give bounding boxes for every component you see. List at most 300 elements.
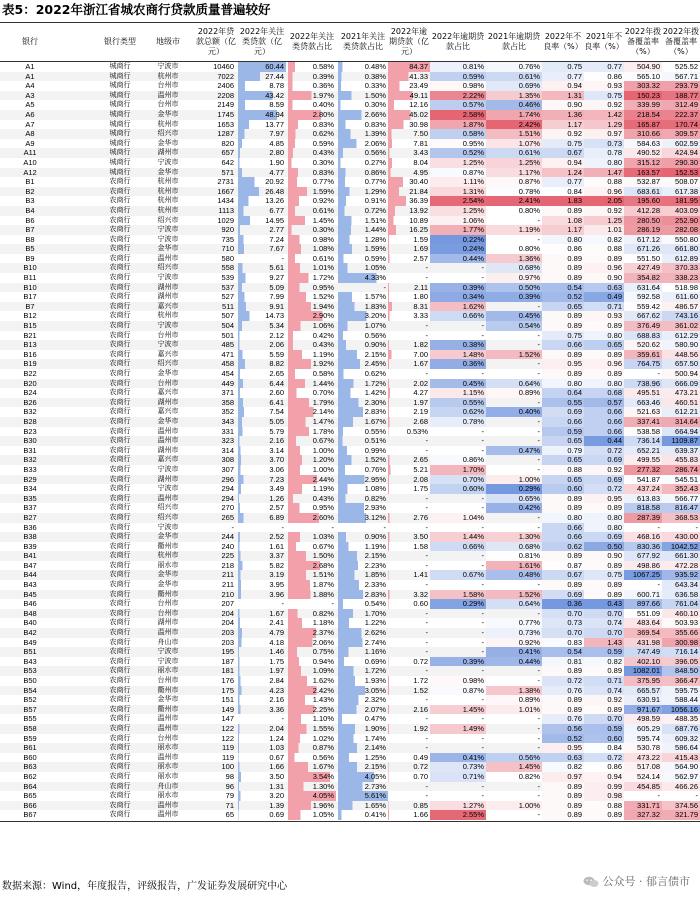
table-cell: 122 [221,733,234,743]
table-cell: - [537,723,540,733]
table-cell: 1.67 [388,359,430,369]
table-cell: 5.21 [388,465,430,475]
table-cell: 0.86 [542,244,584,254]
table-cell: B20 [23,378,37,388]
table-cell: 城商行 [109,138,131,147]
table-cell: 1.74% [486,110,542,120]
table-cell: 1109.87 [662,436,700,446]
table-cell: 369.54 [624,628,662,638]
table-cell: 台州市 [157,599,179,608]
table-cell: 0.95% [288,503,336,513]
table-row [0,743,700,753]
table-cell: 0.61% [288,206,336,216]
table-cell: 0.42% [288,331,336,341]
table-cell: 820 [221,138,234,148]
table-cell: 612.29 [662,331,700,341]
table-cell: A6 [25,109,35,119]
table-cell: 588.44 [662,695,700,705]
table-cell: 农商行 [109,752,131,761]
table-cell: 农商行 [109,723,131,732]
table-cell: 台州市 [157,608,179,617]
table-cell: 195.60 [624,196,662,206]
table-cell: 743.16 [662,311,700,321]
table-cell: 1.19% [288,484,336,494]
table-cell: 0.89 [584,590,624,600]
table-cell: 农商行 [109,397,131,406]
table-cell: 0.80 [542,513,584,523]
table-cell: 1.50% [288,551,336,561]
table-cell: 1.31 [542,91,584,101]
table-cell: 0.66 [584,417,624,427]
table-cell: 0.89% [486,695,542,705]
table-cell: 0.73 [584,139,624,149]
table-cell: 0.30% [288,225,336,235]
table-cell: 2.73% [338,782,388,792]
table-cell: 100 [221,762,234,772]
table-cell: 2.90% [288,311,336,321]
table-cell: 2.57 [238,503,286,513]
table-cell: 农商行 [109,445,131,454]
table-cell: 580.90 [662,340,700,350]
table-row [0,81,700,91]
table-cell: 431.98 [624,638,662,648]
table-cell: 48.94 [238,110,286,120]
table-cell: 3.50 [388,532,430,542]
table-cell: 2.07% [338,705,388,715]
table-cell: 湖州市 [157,445,179,454]
table-cell: 0.72 [388,657,430,667]
table-cell: - [537,743,540,753]
table-cell: 湖州市 [157,474,179,483]
table-cell: 2.84 [238,676,286,686]
table-cell: 605.29 [624,724,662,734]
table-cell: 台州市 [157,100,179,109]
table-cell: 460.10 [662,609,700,619]
table-cell: 农商行 [109,676,131,684]
table-cell: 1.01% [288,263,336,273]
table-cell: 0.43% [288,340,336,350]
table-cell: 0.51% [338,436,388,446]
table-cell: 6.41 [238,398,286,408]
table-row [0,590,700,600]
table-cell: B65 [23,791,37,801]
table-cell: 1.46 [238,647,286,657]
table-cell: 宁波市 [157,464,179,473]
table-cell: A9 [25,138,35,148]
table-cell: B32 [23,455,37,465]
table-cell: 0.50% [486,283,542,293]
table-cell: 3.05% [338,686,388,696]
table-cell: 520.62 [624,340,662,350]
table-cell: 农商行 [109,186,131,195]
table-row [0,244,700,254]
table-cell: 0.56% [288,753,336,763]
table-cell: 454 [221,369,234,378]
table-cell: 1.83 [542,196,584,206]
table-cell: 嘉兴市 [157,388,179,397]
table-cell: 农商行 [109,800,131,809]
table-cell: - [537,301,540,311]
table-cell: 1.52% [486,590,542,600]
table-cell: 0.59% [288,139,336,149]
table-cell: 521.63 [624,407,662,417]
table-cell: B39 [23,541,37,551]
table-cell: - [425,551,428,561]
table-cell: 0.30% [338,100,388,110]
table-cell: 448.56 [662,350,700,360]
table-cell: 498.59 [624,714,662,724]
table-cell: 181.95 [662,196,700,206]
table-cell: 0.48% [486,570,542,580]
column-header-12: 2021年不良率（%） [584,32,624,51]
table-cell: 0.61% [486,72,542,82]
table-cell: 1042.52 [662,542,700,552]
table-cell: 1.61 [238,542,286,552]
table-cell: 1.58 [388,542,430,552]
table-cell: 农商行 [109,695,131,704]
table-row [0,695,700,705]
table-cell: 764.75 [624,359,662,369]
table-cell: 0.61% [486,148,542,158]
table-cell: 杭州市 [157,311,179,320]
table-cell: 337.41 [624,417,662,427]
table-cell: 816.47 [662,503,700,513]
table-cell: 0.89 [584,503,624,513]
table-cell: 310.66 [624,129,662,139]
table-cell: 2.12 [238,331,286,341]
table-cell: 0.42% [486,503,542,513]
table-cell: 0.60 [542,484,584,494]
table-cell: 0.96 [584,359,624,369]
table-cell: 368.53 [662,513,700,523]
table-cell: 3.20 [238,791,286,801]
table-cell: B13 [23,340,37,350]
table-cell: 657 [221,148,234,158]
table-cell: 温州市 [157,723,179,732]
table-row [0,379,700,389]
table-cell: 1.85% [338,570,388,580]
table-cell: - [425,273,428,283]
table-cell: 0.45% [430,379,486,389]
table-cell: 杭州市 [157,186,179,195]
table-cell: 6.44 [238,379,286,389]
table-cell: 0.81 [542,657,584,667]
table-cell: 绍兴市 [157,503,179,512]
table-cell: 4.18 [238,638,286,648]
table-cell: 1.67% [338,417,388,427]
table-cell: 0.67 [542,570,584,580]
table-row [0,168,700,178]
table-cell: 0.66 [584,407,624,417]
table-cell: 203 [221,637,234,647]
table-cell: 0.56% [486,753,542,763]
table-cell: 湖州市 [157,148,179,157]
table-cell: 1.30% [486,532,542,542]
table-cell: - [481,436,484,446]
table-cell: 1.62% [430,302,486,312]
table-cell: 2.15% [338,762,388,772]
table-cell: 农商行 [109,407,131,416]
table-cell: 1.62% [288,676,336,686]
table-cell: - [425,560,428,570]
table-cell: 2.68 [388,417,430,427]
table-cell: 2149 [217,100,234,110]
table-cell: 1.03% [288,532,336,542]
table-cell: 0.75% [288,647,336,657]
table-cell: 5.61 [238,263,286,273]
table-cell: B44 [23,570,37,580]
table-cell: 1.00% [288,446,336,456]
table-cell: - [537,340,540,350]
table-cell: B58 [23,723,37,733]
table-cell: 1.51% [486,129,542,139]
table-cell: 2.23% [338,561,388,571]
table-cell: 565.10 [624,72,662,82]
table-cell: B27 [23,512,37,522]
table-cell: 0.36% [288,81,336,91]
table-cell: 84.37 [388,62,430,72]
table-cell: - [537,733,540,743]
table-cell: 559.42 [624,302,662,312]
table-cell: 0.89 [542,801,584,811]
table-cell: 312.49 [662,100,700,110]
table-cell: 507 [221,311,234,321]
table-cell: 7.67 [238,244,286,254]
table-cell: 丽水市 [157,762,179,771]
table-cell: 0.39% [430,657,486,667]
table-cell: 667.62 [624,311,662,321]
table-cell: 0.89 [584,810,624,820]
table-cell: 0.30% [288,158,336,168]
table-cell: 20.92 [238,177,286,187]
table-cell: 371 [221,388,234,398]
table-cell: 1.51% [338,216,388,226]
table-cell: 7.50 [388,129,430,139]
table-cell: B43 [23,580,37,590]
table-cell: 宁波市 [157,273,179,282]
table-cell: B36 [23,522,37,532]
table-cell: B43 [23,656,37,666]
table-cell: - [537,666,540,676]
table-cell: 571 [221,167,234,177]
table-cell: 2.06% [338,139,388,149]
table-cell: 4.77 [238,168,286,178]
table-cell: 0.86 [584,762,624,772]
table-cell: 0.98% [430,81,486,91]
table-cell: 495.51 [624,388,662,398]
table-cell: 657.50 [662,359,700,369]
table-cell: - [425,791,428,801]
table-cell: - [331,599,334,609]
table-cell: 0.69% [486,81,542,91]
table-cell: 427.49 [624,263,662,273]
table-cell: 0.72 [584,753,624,763]
table-cell: B51 [23,647,37,657]
table-cell: 818.58 [624,503,662,513]
table-cell: - [537,580,540,590]
table-cell: B30 [23,436,37,446]
table-cell: 617.12 [624,235,662,245]
table-cell: - [537,234,540,244]
table-cell: 0.58% [430,129,486,139]
table-row [0,705,700,715]
table-cell: - [383,282,386,292]
table-cell: 2.93% [338,503,388,513]
table-row [0,503,700,513]
table-cell: 2.14% [338,743,388,753]
table-cell: 台州市 [157,330,179,339]
table-cell: 0.95% [430,139,486,149]
table-cell: 绍兴市 [157,359,179,368]
table-cell: 1.43 [584,638,624,648]
table-cell: 483.64 [624,618,662,628]
table-cell: 551.09 [624,609,662,619]
table-cell: 8.04 [388,158,430,168]
table-cell: 1.27% [430,801,486,811]
table-cell: 0.67 [542,148,584,158]
table-cell: 0.57% [430,100,486,110]
table-cell: 7.23 [238,475,286,485]
table-cell: 2.22% [430,91,486,101]
table-cell: 0.77 [584,62,624,72]
table-cell: 0.66 [542,340,584,350]
table-cell: 13.92 [388,206,430,216]
table-cell: 0.60 [584,734,624,744]
table-cell: 163.57 [624,168,662,178]
table-cell: B3 [25,196,35,206]
table-cell: - [537,330,540,340]
table-cell: 2406 [217,81,234,91]
table-cell: 1.36 [542,110,584,120]
table-cell: - [481,666,484,676]
table-cell: 金华市 [157,570,179,579]
table-cell: 280.50 [624,216,662,226]
table-cell: B26 [23,397,37,407]
table-row [0,100,700,110]
table-cell: 农商行 [109,551,131,560]
table-cell: - [481,743,484,753]
table-cell: 3.54% [288,772,336,782]
table-cell: 1.66 [388,810,430,820]
table-cell: 3.20% [338,311,388,321]
table-cell: 2.06 [238,340,286,350]
table-cell: 252.90 [662,216,700,226]
table-cell: 370.33 [662,263,700,273]
table-cell: 352 [221,407,234,417]
table-cell: 0.54 [542,283,584,293]
table-cell: - [657,369,660,378]
table-cell: - [425,733,428,743]
table-cell: - [425,647,428,657]
table-cell: 2.08 [388,475,430,485]
table-cell: 3.95 [238,580,286,590]
table-cell: 杭州市 [157,71,179,80]
table-cell: 488.35 [662,714,700,724]
table-cell: 315.12 [624,158,662,168]
table-cell: 0.80 [584,379,624,389]
table-cell: 1.97 [238,666,286,676]
table-cell: 温州市 [157,436,179,445]
table-cell: 城商行 [109,157,131,166]
table-cell: 181 [221,666,234,676]
table-cell: 354.82 [624,273,662,283]
table-cell: 0.54 [542,647,584,657]
table-cell: 农商行 [109,589,131,598]
table-cell: 2.60 [238,388,286,398]
table-cell: 1.19% [338,542,388,552]
table-cell: 0.69% [338,657,388,667]
table-cell: 1.20% [288,455,336,465]
table-cell: B42 [23,628,37,638]
table-cell: 10.89 [388,216,430,226]
table-row [0,657,700,667]
table-row [0,484,700,494]
table-cell: 1082.01 [624,666,662,676]
table-cell: 0.24% [430,244,486,254]
table-cell: - [425,321,428,331]
table-cell: 8.31 [388,302,430,312]
table-cell: 1.44% [288,379,336,389]
table-cell: 0.99% [338,446,388,456]
table-cell: - [481,628,484,638]
table-cell: 2.65 [388,455,430,465]
table-cell: 农商行 [109,349,131,358]
table-cell: 566.77 [662,494,700,504]
table-cell: 79 [225,791,234,801]
table-cell: 农商行 [109,436,131,445]
table-cell: 361.02 [662,321,700,331]
table-cell: 农商行 [109,743,131,752]
table-cell: 0.92 [542,129,584,139]
table-cell: 0.65% [486,494,542,504]
table-cell: 0.78% [486,187,542,197]
table-cell: 0.92 [584,695,624,705]
table-cell: 1.72% [338,666,388,676]
table-row [0,359,700,369]
table-cell: 149 [221,704,234,714]
table-cell: 524.14 [624,772,662,782]
table-cell: B61 [23,743,37,753]
table-cell: 0.65 [584,340,624,350]
column-header-14: 2022年拨备覆盖率（%） [662,27,700,56]
table-cell: 7.00 [388,350,430,360]
table-cell: 0.72 [584,446,624,456]
table-cell: 2.42% [288,686,336,696]
table-cell: 0.70 [388,772,430,782]
table-cell: 农商行 [109,493,131,502]
table-cell: 0.60% [430,484,486,494]
table-cell: 农商行 [109,416,131,425]
table-cell: 2.66% [338,110,388,120]
table-row [0,398,700,408]
table-cell: 1.59 [388,235,430,245]
table-cell: 0.66 [542,532,584,542]
table-cell: 0.82% [486,772,542,782]
table-cell: 2.02 [388,379,430,389]
table-cell: B52 [23,695,37,705]
table-cell: - [425,608,428,618]
table-cell: 265 [221,512,234,522]
table-cell: 农商行 [109,541,131,550]
table-cell: 0.27% [338,158,388,168]
table-cell: 1.78% [288,427,336,437]
table-cell: 农商行 [109,791,131,800]
table-cell: 1.18% [288,618,336,628]
table-cell: 652.21 [624,446,662,456]
table-cell: 308 [221,455,234,465]
table-cell: 1.90 [238,158,286,168]
table-cell: 2.19 [388,407,430,417]
